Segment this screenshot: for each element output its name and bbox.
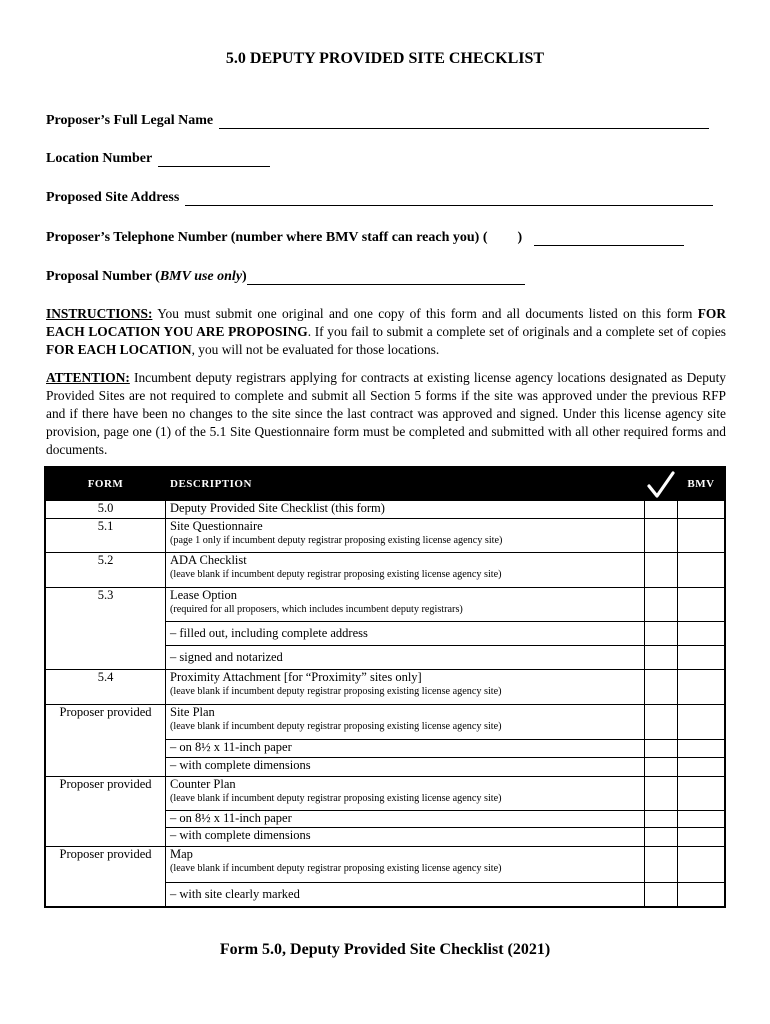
row-check-cell[interactable] xyxy=(645,501,678,519)
table-header-row xyxy=(45,467,725,501)
row-bmv-cell[interactable] xyxy=(678,740,726,758)
row-bmv-cell[interactable] xyxy=(678,777,726,811)
row-bmv-cell[interactable] xyxy=(678,705,726,740)
page-title: 5.0 DEPUTY PROVIDED SITE CHECKLIST xyxy=(225,50,545,67)
row-description: Site Questionnaire xyxy=(170,519,263,533)
table-row xyxy=(45,777,725,811)
row-bmv-cell[interactable] xyxy=(678,828,726,847)
row-check-cell[interactable] xyxy=(645,847,678,883)
row-bmv-cell[interactable] xyxy=(678,883,726,907)
row-description: ADA Checklist xyxy=(170,553,247,567)
row-check-cell[interactable] xyxy=(645,883,678,907)
telephone-label: Proposer’s Telephone Number (number where BMV staff can reach you) ( xyxy=(46,230,488,245)
row-check-cell[interactable] xyxy=(645,622,678,646)
row-description: – with complete dimensions xyxy=(166,758,645,777)
site-address-field xyxy=(46,190,713,206)
row-form: 5.3 xyxy=(45,588,166,670)
row-description-cell xyxy=(166,705,645,740)
legal-name-input-line[interactable] xyxy=(219,114,709,129)
instructions-text-3: , you will not be evaluated for those locations. xyxy=(191,342,440,357)
header-description: DESCRIPTION xyxy=(166,467,645,501)
row-bmv-cell[interactable] xyxy=(678,553,726,588)
row-form: 5.1 xyxy=(45,519,166,553)
table-row xyxy=(45,670,725,705)
row-description-cell xyxy=(166,847,645,883)
row-bmv-cell[interactable] xyxy=(678,670,726,705)
row-description-cell xyxy=(166,519,645,553)
proposal-number-input-line[interactable] xyxy=(247,270,525,285)
table-row xyxy=(45,553,725,588)
row-note: (leave blank if incumbent deputy registrar proposing existing license agency site) xyxy=(170,721,502,732)
legal-name-label: Proposer’s Full Legal Name xyxy=(46,113,214,128)
page-footer: Form 5.0, Deputy Provided Site Checklist (2021) xyxy=(219,941,551,958)
header-bmv: BMV xyxy=(678,467,726,501)
row-description: Counter Plan xyxy=(170,777,236,791)
location-number-field xyxy=(46,151,270,167)
row-form: 5.2 xyxy=(45,553,166,588)
row-check-cell[interactable] xyxy=(645,670,678,705)
row-bmv-cell[interactable] xyxy=(678,758,726,777)
row-description-cell xyxy=(166,777,645,811)
row-description: – on 8½ x 11-inch paper xyxy=(166,811,645,828)
row-description: – with site clearly marked xyxy=(166,883,645,907)
proposal-number-label: Proposal Number ( xyxy=(46,269,160,284)
location-number-input-line[interactable] xyxy=(158,152,270,167)
proposal-number-italic: BMV use only xyxy=(159,269,243,284)
table-row xyxy=(45,705,725,740)
row-form: 5.0 xyxy=(45,501,166,519)
row-note: (leave blank if incumbent deputy registrar proposing existing license agency site) xyxy=(170,793,502,804)
row-description: – signed and notarized xyxy=(166,646,645,670)
telephone-field xyxy=(46,230,684,246)
row-form: Proposer provided xyxy=(45,847,166,907)
attention-paragraph xyxy=(46,369,726,459)
header-form: FORM xyxy=(45,467,166,501)
instructions-heading: INSTRUCTIONS: xyxy=(46,306,153,321)
instructions-bold-2: FOR EACH LOCATION xyxy=(46,342,192,357)
row-description: Site Plan xyxy=(170,705,215,719)
attention-text: Incumbent deputy registrars applying for contracts at existing license agency locations designated as Deputy Provided Sites are not required to complete and submit all Section 5 forms if the site was approved under the previous RFP and if there have been no changes to the site since the last contract was approved and signed. Under this license agency site provision, page one (1) of the 5.1 Site Questionnaire form must be completed and submitted with all other required forms and documents. xyxy=(46,370,726,457)
row-check-cell[interactable] xyxy=(645,777,678,811)
attention-heading: ATTENTION: xyxy=(46,370,130,385)
row-bmv-cell[interactable] xyxy=(678,811,726,828)
instructions-bold-1: FOR EACH LOCATION YOU ARE PROPOSING xyxy=(46,306,726,339)
legal-name-field xyxy=(46,113,709,129)
row-description: Map xyxy=(170,847,193,861)
row-check-cell[interactable] xyxy=(645,553,678,588)
row-form: 5.4 xyxy=(45,670,166,705)
row-check-cell[interactable] xyxy=(645,828,678,847)
row-note: (leave blank if incumbent deputy registrar proposing existing license agency site) xyxy=(170,686,502,697)
row-note: (leave blank if incumbent deputy registrar proposing existing license agency site) xyxy=(170,569,502,580)
row-check-cell[interactable] xyxy=(645,646,678,670)
row-check-cell[interactable] xyxy=(645,740,678,758)
proposal-number-close: ) xyxy=(242,269,247,284)
row-check-cell[interactable] xyxy=(645,758,678,777)
location-number-label: Location Number xyxy=(46,151,153,166)
row-description-cell xyxy=(166,670,645,705)
row-check-cell[interactable] xyxy=(645,519,678,553)
row-description: – on 8½ x 11-inch paper xyxy=(166,740,645,758)
row-form: Proposer provided xyxy=(45,705,166,777)
checklist-table xyxy=(44,466,726,908)
checkmark-icon xyxy=(646,471,676,499)
site-address-label: Proposed Site Address xyxy=(46,190,180,205)
row-description-cell xyxy=(166,553,645,588)
row-bmv-cell[interactable] xyxy=(678,646,726,670)
instructions-text-1: You must submit one original and one copy of this form and all documents listed on this form xyxy=(152,306,698,321)
row-check-cell[interactable] xyxy=(645,811,678,828)
telephone-input-line[interactable] xyxy=(534,231,684,246)
row-description: Deputy Provided Site Checklist (this form) xyxy=(166,501,645,519)
row-check-cell[interactable] xyxy=(645,588,678,622)
instructions-text-2: . If you fail to submit a complete set of originals and a complete set of copies xyxy=(307,324,726,339)
row-description-cell xyxy=(166,588,645,622)
row-description: Proximity Attachment [for “Proximity” sites only] xyxy=(170,670,422,684)
row-description: – with complete dimensions xyxy=(166,828,645,847)
row-bmv-cell[interactable] xyxy=(678,501,726,519)
table-row xyxy=(45,501,725,519)
telephone-close-paren: ) xyxy=(517,230,523,245)
row-bmv-cell[interactable] xyxy=(678,622,726,646)
row-bmv-cell[interactable] xyxy=(678,519,726,553)
row-check-cell[interactable] xyxy=(645,705,678,740)
row-bmv-cell[interactable] xyxy=(678,847,726,883)
site-address-input-line[interactable] xyxy=(185,191,713,206)
instructions-paragraph xyxy=(46,305,726,359)
row-form: Proposer provided xyxy=(45,777,166,847)
row-note: (leave blank if incumbent deputy registrar proposing existing license agency site) xyxy=(170,863,502,874)
table-row xyxy=(45,519,725,553)
header-check xyxy=(645,467,678,501)
row-note: (page 1 only if incumbent deputy registrar proposing existing license agency site) xyxy=(170,535,503,546)
row-description: Lease Option xyxy=(170,588,237,602)
table-row xyxy=(45,588,725,622)
row-note: (required for all proposers, which includes incumbent deputy registrars) xyxy=(170,604,463,615)
table-row xyxy=(45,847,725,883)
proposal-number-field xyxy=(46,269,525,285)
row-description: – filled out, including complete address xyxy=(166,622,645,646)
row-bmv-cell[interactable] xyxy=(678,588,726,622)
